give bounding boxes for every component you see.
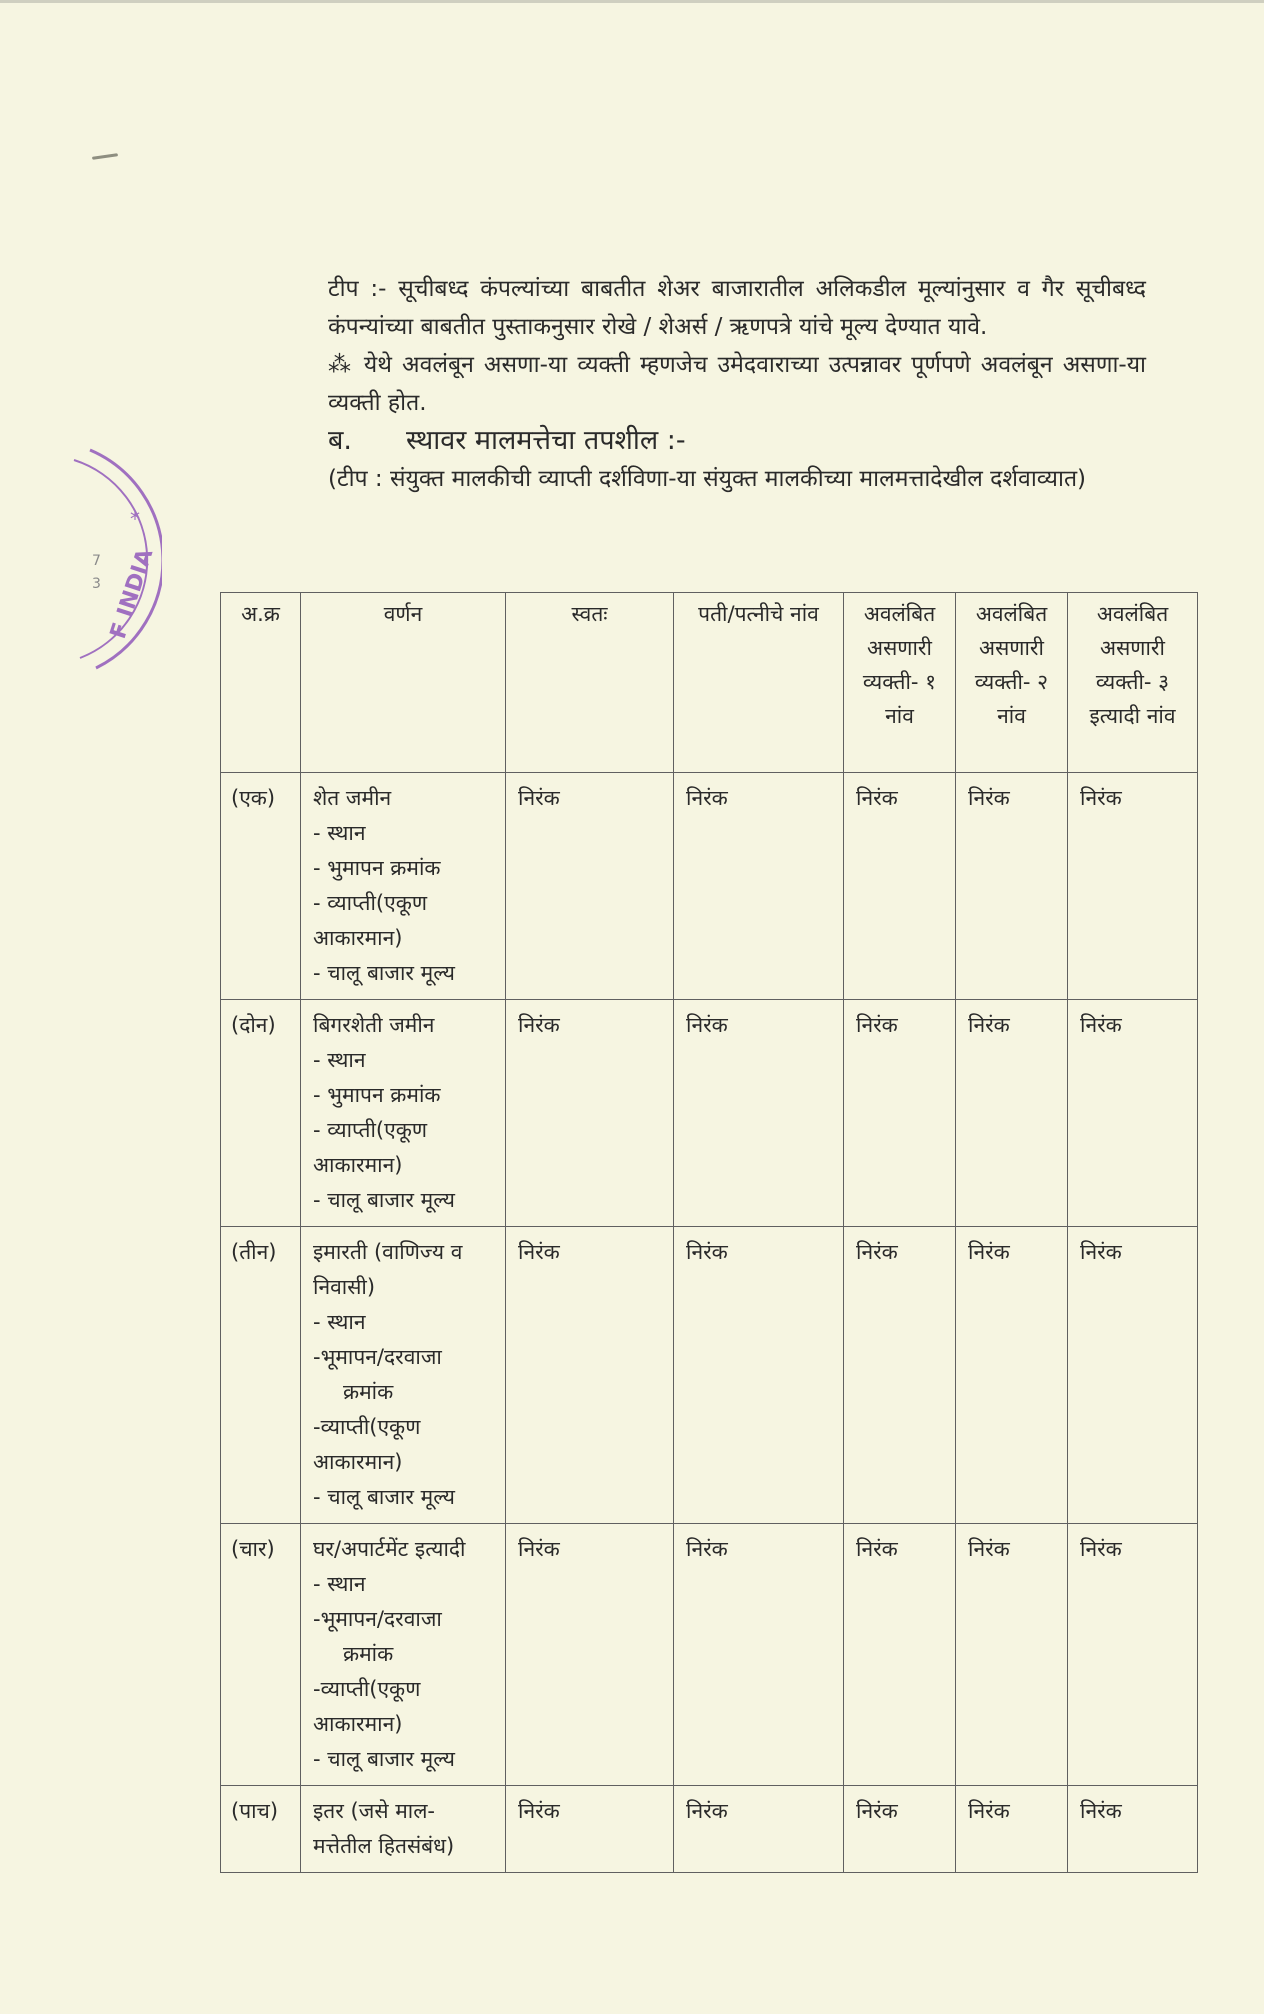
- seal-text: F INDIA: [105, 545, 159, 642]
- description-line: - स्थान: [313, 1572, 366, 1596]
- value-cell: निरंक: [956, 1786, 1068, 1873]
- dependents-note: ⁂ येथे अवलंबून असणा-या व्यक्ती म्हणजेच उमेदवाराच्या उत्पन्नावर पूर्णपणे अवलंबून असणा-या व्यक्ती होत.: [328, 352, 1146, 416]
- row-number: (पाच): [221, 1786, 301, 1873]
- value-cell: निरंक: [506, 1000, 674, 1227]
- description-line: - व्याप्ती(एकूण: [313, 1118, 428, 1142]
- value-cell: निरंक: [674, 1000, 844, 1227]
- value-cell: निरंक: [674, 773, 844, 1000]
- column-header: अवलंबित असणारी व्यक्ती- १ नांव: [844, 593, 956, 773]
- svg-text:*: *: [130, 507, 140, 531]
- property-description: [301, 773, 506, 1000]
- value-cell: निरंक: [844, 1524, 956, 1786]
- value-cell: निरंक: [1068, 1524, 1198, 1786]
- description-line: इतर (जसे माल-: [313, 1799, 436, 1823]
- column-header: अ.क्र: [221, 593, 301, 773]
- table-row: [221, 1000, 1198, 1227]
- description-line: -भूमापन/दरवाजा: [313, 1345, 442, 1369]
- description-line: - स्थान: [313, 821, 366, 845]
- column-header: पती/पत्नीचे नांव: [674, 593, 844, 773]
- property-description: [301, 1524, 506, 1786]
- property-description: [301, 1227, 506, 1524]
- row-number: (चार): [221, 1524, 301, 1786]
- value-cell: निरंक: [1068, 1227, 1198, 1524]
- description-line: -भूमापन/दरवाजा: [313, 1607, 442, 1631]
- description-line: आकारमान): [313, 1450, 403, 1474]
- description-line: मत्तेतील हितसंबंध): [313, 1834, 455, 1858]
- row-number: (एक): [221, 773, 301, 1000]
- column-header: वर्णन: [301, 593, 506, 773]
- description-line: शेत जमीन: [313, 786, 392, 810]
- column-header: स्वतः: [506, 593, 674, 773]
- table-body: [221, 773, 1198, 1873]
- table-header-row: [221, 593, 1198, 773]
- table-row: [221, 1227, 1198, 1524]
- column-header: अवलंबित असणारी व्यक्ती- २ नांव: [956, 593, 1068, 773]
- value-cell: निरंक: [674, 1524, 844, 1786]
- description-line: आकारमान): [313, 1712, 403, 1736]
- description-line: इमारती (वाणिज्य व: [313, 1240, 463, 1264]
- top-edge-rule: [0, 0, 1264, 3]
- table-row: [221, 1786, 1198, 1873]
- value-cell: निरंक: [844, 773, 956, 1000]
- row-number: (तीन): [221, 1227, 301, 1524]
- description-line: निवासी): [313, 1275, 376, 1299]
- rubber-stamp-seal: [12, 440, 162, 680]
- notes-block: [328, 270, 1146, 498]
- value-cell: निरंक: [506, 1786, 674, 1873]
- description-line: क्रमांक: [343, 1642, 394, 1666]
- value-cell: निरंक: [956, 1227, 1068, 1524]
- value-cell: निरंक: [1068, 773, 1198, 1000]
- value-cell: निरंक: [956, 773, 1068, 1000]
- description-line: - चालू बाजार मूल्य: [313, 1485, 455, 1509]
- value-cell: निरंक: [844, 1227, 956, 1524]
- value-cell: निरंक: [506, 773, 674, 1000]
- section-letter: ब.: [328, 425, 352, 456]
- section-heading: [328, 422, 1146, 460]
- table-row: [221, 1524, 1198, 1786]
- description-line: - चालू बाजार मूल्य: [313, 1747, 455, 1771]
- description-line: आकारमान): [313, 1153, 403, 1177]
- description-line: बिगरशेती जमीन: [313, 1013, 435, 1037]
- value-cell: निरंक: [1068, 1000, 1198, 1227]
- property-description: [301, 1786, 506, 1873]
- value-cell: निरंक: [956, 1000, 1068, 1227]
- table-row: [221, 773, 1198, 1000]
- description-line: - व्याप्ती(एकूण: [313, 891, 428, 915]
- row-number: (दोन): [221, 1000, 301, 1227]
- description-line: - भुमापन क्रमांक: [313, 1083, 441, 1107]
- description-line: - भुमापन क्रमांक: [313, 856, 441, 880]
- value-cell: निरंक: [674, 1786, 844, 1873]
- value-cell: निरंक: [506, 1227, 674, 1524]
- value-cell: निरंक: [1068, 1786, 1198, 1873]
- description-line: - स्थान: [313, 1048, 366, 1072]
- section-tip: (टीप : संयुक्त मालकीची व्याप्ती दर्शविणा-या संयुक्त मालकीच्या मालमत्तादेखील दर्शवाव्यात): [328, 466, 1087, 492]
- stray-ink-mark: [92, 153, 118, 160]
- description-line: -व्याप्ती(एकूण: [313, 1677, 421, 1701]
- value-cell: निरंक: [506, 1524, 674, 1786]
- description-line: - चालू बाजार मूल्य: [313, 1188, 455, 1212]
- value-cell: निरंक: [844, 1786, 956, 1873]
- value-cell: निरंक: [844, 1000, 956, 1227]
- immovable-property-table-wrapper: [220, 592, 1198, 1873]
- value-cell: निरंक: [956, 1524, 1068, 1786]
- column-header: अवलंबित असणारी व्यक्ती- ३ इत्यादी नांव: [1068, 593, 1198, 773]
- svg-text:7: 7: [92, 553, 101, 569]
- description-line: - स्थान: [313, 1310, 366, 1334]
- description-line: क्रमांक: [343, 1380, 394, 1404]
- description-line: आकारमान): [313, 926, 403, 950]
- section-title: स्थावर मालमत्तेचा तपशील :-: [406, 425, 686, 456]
- value-cell: निरंक: [674, 1227, 844, 1524]
- immovable-property-table: [220, 592, 1198, 1873]
- description-line: - चालू बाजार मूल्य: [313, 961, 455, 985]
- svg-text:3: 3: [92, 576, 101, 592]
- property-description: [301, 1000, 506, 1227]
- tip-note: टीप :- सूचीबध्द कंपल्यांच्या बाबतीत शेअर बाजारातील अलिकडील मूल्यांनुसार व गैर सूचीबध्द कंपन्यांच्या बाबतीत पुस्ताकनुसार रोखे / शेअर्स / ऋणपत्रे यांचे मूल्य देण्यात यावे.: [328, 276, 1146, 340]
- description-line: घर/अपार्टमेंट इत्यादी: [313, 1537, 466, 1561]
- description-line: -व्याप्ती(एकूण: [313, 1415, 421, 1439]
